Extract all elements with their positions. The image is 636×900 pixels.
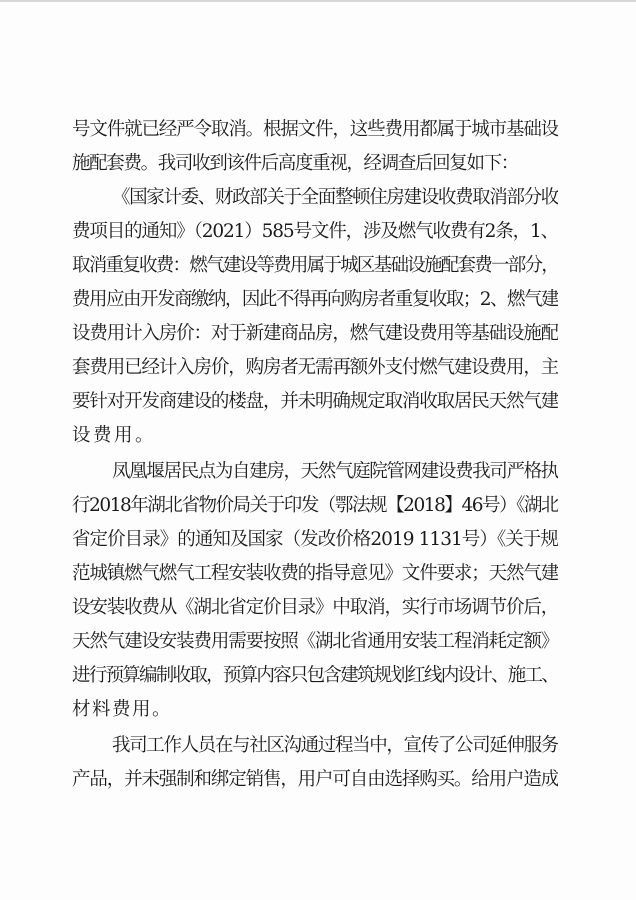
text-line-14: 范城镇燃气燃气工程安装收费的指导意见》文件要求；天然气建 bbox=[72, 563, 558, 584]
text-line-13: 省定价目录》的通知及国家（发改价格2019 1131号）《关于规 bbox=[72, 529, 558, 550]
text-line-7: 设费用计入房价：对于新建商品房，燃气建设费用等基础设施配 bbox=[72, 323, 558, 344]
text-line-3: 《国家计委、财政部关于全面整顿住房建设收费取消部分收 bbox=[112, 187, 558, 208]
text-line-15: 设安装收费从《湖北省定价目录》中取消，实行市场调节价后， bbox=[72, 597, 558, 618]
text-line-19: 我司工作人员在与社区沟通过程当中，宣传了公司延伸服务 bbox=[112, 735, 558, 756]
text-line-2: 施配套费。我司收到该件后高度重视，经调查后回复如下： bbox=[72, 153, 518, 174]
text-line-10: 设费用。 bbox=[72, 425, 156, 446]
text-line-17: 进行预算编制收取，预算内容只包含建筑规划红线内设计、施工、 bbox=[72, 665, 558, 686]
text-line-11: 凤凰堰居民点为自建房，天然气庭院管网建设费我司严格执 bbox=[112, 461, 558, 482]
text-line-9: 要针对开发商建设的楼盘，并未明确规定取消收取居民天然气建 bbox=[72, 391, 558, 412]
text-line-6: 费用应由开发商缴纳，因此不得再向购房者重复收取；2、燃气建 bbox=[72, 289, 558, 310]
text-line-20: 产品，并未强制和绑定销售，用户可自由选择购买。给用户造成 bbox=[72, 769, 558, 790]
page-top-border bbox=[0, 0, 636, 2]
text-line-5: 取消重复收费：燃气建设等费用属于城区基础设施配套费一部分， bbox=[72, 255, 558, 276]
text-line-4: 费项目的通知》（2021）585号文件，涉及燃气收费有2条，1、 bbox=[72, 221, 558, 242]
text-line-8: 套费用已经计入房价，购房者无需再额外支付燃气建设费用，主 bbox=[72, 357, 558, 378]
text-line-16: 天然气建设安装费用需要按照《湖北省通用安装工程消耗定额》 bbox=[72, 631, 558, 652]
text-line-12: 行2018年湖北省物价局关于印发（鄂法规【2018】46号）《湖北 bbox=[72, 495, 558, 516]
text-line-1: 号文件就已经严令取消。根据文件，这些费用都属于城市基础设 bbox=[72, 119, 558, 140]
text-line-18: 材料费用。 bbox=[72, 699, 172, 720]
